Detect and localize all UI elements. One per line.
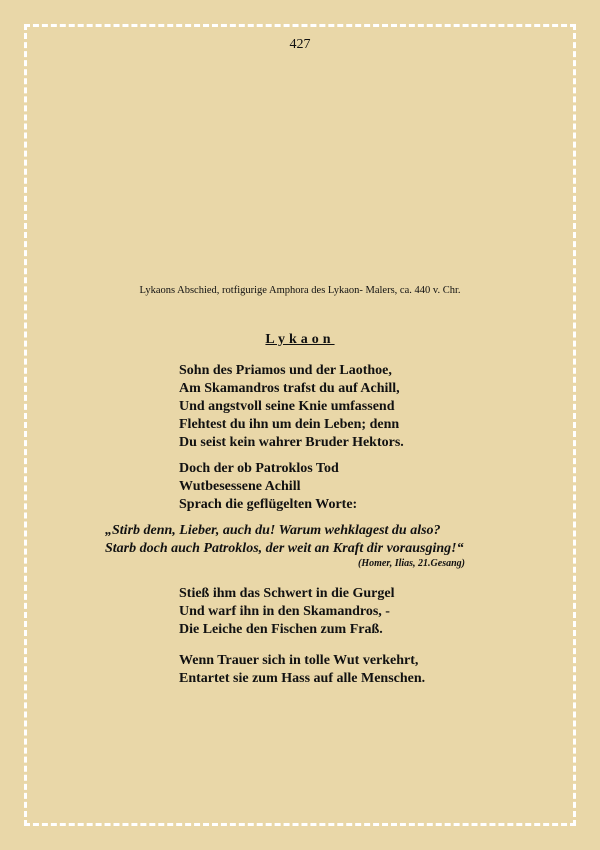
quote-source: (Homer, Ilias, 21.Gesang) <box>358 558 465 569</box>
poem-title: Lykaon <box>265 332 335 347</box>
verse-line: Entartet sie zum Hass auf alle Menschen. <box>179 671 426 686</box>
stanza-2 <box>179 460 357 514</box>
quote-line: „Stirb denn, Lieber, auch du! Warum wehklagest du also? <box>105 523 441 538</box>
homer-quote <box>105 522 464 558</box>
verse-line: Wenn Trauer sich in tolle Wut verkehrt, <box>179 653 419 668</box>
verse-line: Sohn des Priamos und der Laothoe, <box>179 363 392 378</box>
quote-line: Starb doch auch Patroklos, der weit an Kraft dir vorausging!“ <box>105 541 464 556</box>
verse-line: Du seist kein wahrer Bruder Hektors. <box>179 435 404 450</box>
verse-line: Die Leiche den Fischen zum Fraß. <box>179 622 383 637</box>
stanza-4 <box>179 585 394 639</box>
verse-line: Doch der ob Patroklos Tod <box>179 461 339 476</box>
page-number: 427 <box>289 37 311 52</box>
image-caption: Lykaons Abschied, rotfigurige Amphora des Lykaon- Malers, ca. 440 v. Chr. <box>139 285 461 296</box>
verse-line: Und warf ihn in den Skamandros, - <box>179 604 390 619</box>
stanza-5 <box>179 652 425 688</box>
verse-line: Flehtest du ihn um dein Leben; denn <box>179 417 400 432</box>
verse-line: Stieß ihm das Schwert in die Gurgel <box>179 586 395 601</box>
stanza-1 <box>179 362 404 452</box>
verse-line: Wutbesessene Achill <box>179 479 301 494</box>
verse-line: Am Skamandros trafst du auf Achill, <box>179 381 400 396</box>
verse-line: Und angstvoll seine Knie umfassend <box>179 399 395 414</box>
verse-line: Sprach die geflügelten Worte: <box>179 497 358 512</box>
